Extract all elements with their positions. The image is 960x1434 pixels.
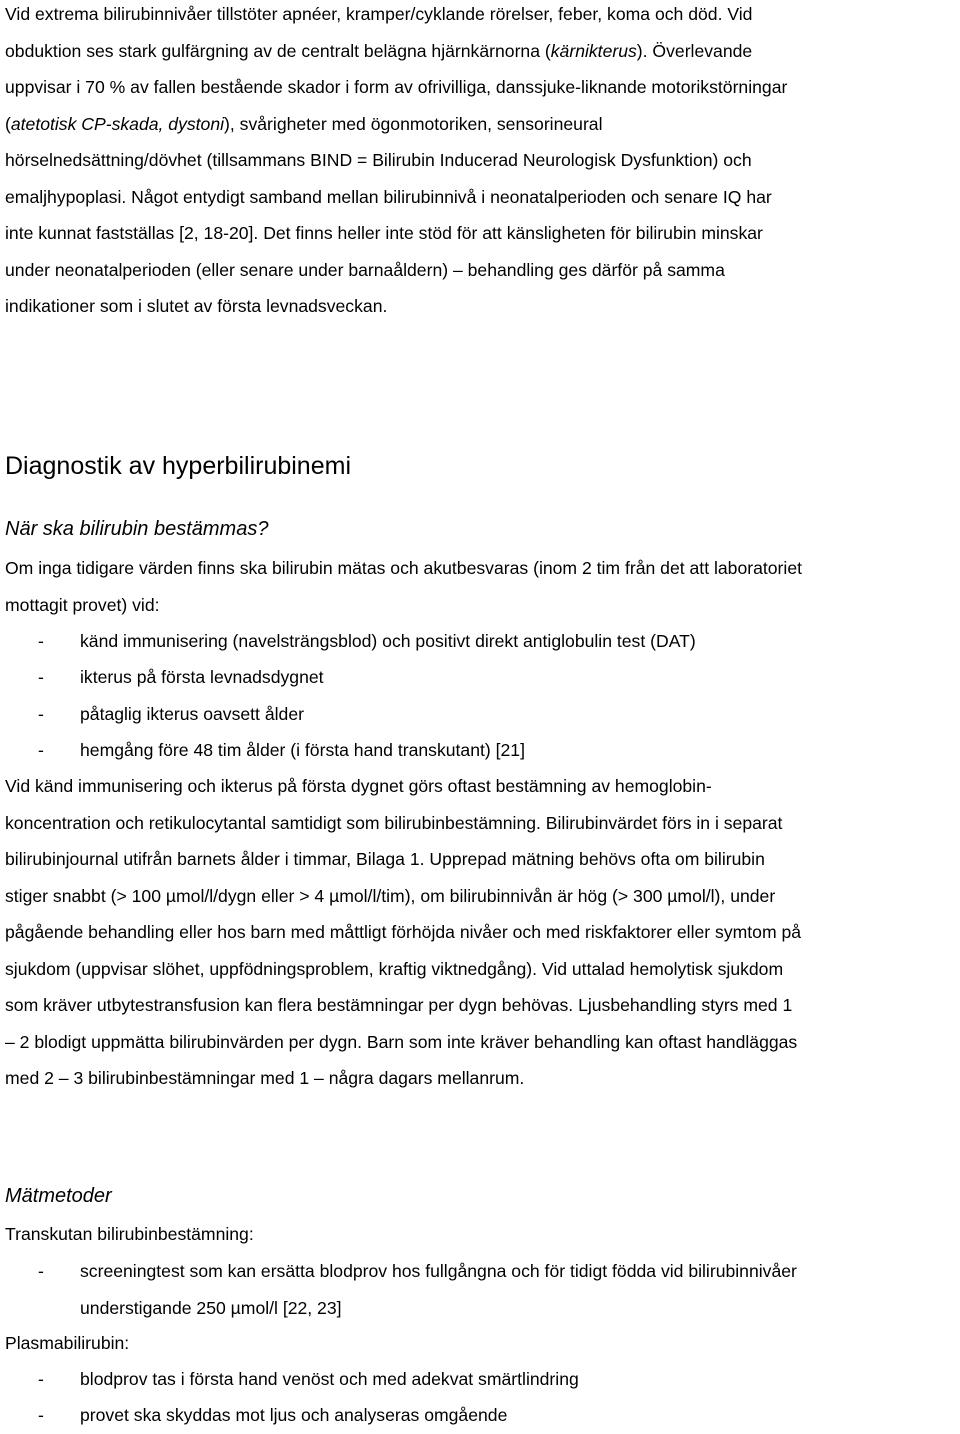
intro-line-5: hörselnedsättning/dövhet (tillsammans BIND = Bilirubin Inducerad Neurologisk Dysfunktion) och — [5, 150, 752, 170]
para1-line-1: Om inga tidigare värden finns ska bilirubin mätas och akutbesvaras (inom 2 tim från det att laboratoriet — [5, 558, 802, 578]
para2-line-9: med 2 – 3 bilirubinbestämningar med 1 – några dagars mellanrum. — [5, 1068, 525, 1088]
list-item-text: känd immunisering (navelsträngsblod) och positivt direkt antiglobulin test (DAT) — [80, 631, 696, 651]
para2-line-7: som kräver utbytestransfusion kan flera bestämningar per dygn behövas. Ljusbehandling styrs med 1 — [5, 995, 793, 1015]
list-item-text: provet ska skyddas mot ljus och analyseras omgående — [80, 1405, 508, 1425]
para2-line-6: sjukdom (uppvisar slöhet, uppfödningsproblem, kraftig viktnedgång). Vid uttalad hemolytisk sjukdom — [5, 958, 784, 979]
transkutan-label: Transkutan bilirubinbestämning: — [5, 1224, 254, 1244]
list-item — [5, 1253, 960, 1327]
list-dash: - — [38, 667, 44, 687]
para1-line-2: mottagit provet) vid: — [5, 594, 160, 615]
section-title: Diagnostik av hyperbilirubinemi — [5, 452, 351, 480]
list-item-text: hemgång före 48 tim ålder (i första hand transkutant) [21] — [80, 740, 525, 760]
list-item-text: screeningtest som kan ersätta blodprov hos fullgångna och för tidigt födda vid bilirubinnivåer understigande 250 µmol/l [22, 23] — [80, 1261, 797, 1318]
list-item-text: påtaglig ikterus oavsett ålder — [80, 704, 304, 724]
list-item-text: ikterus på första levnadsdygnet — [80, 667, 324, 687]
intro-line-6: emaljhypoplasi. Något entydigt samband mellan bilirubinnivå i neonatalperioden och senare IQ har — [5, 186, 772, 207]
methods-title: Mätmetoder — [5, 1185, 112, 1207]
para2-line-4: stiger snabbt (> 100 µmol/l/dygn eller > 4 µmol/l/tim), om bilirubinnivån är hög (> 300 µmol/l), under — [5, 885, 776, 906]
para2-line-8: – 2 blodigt uppmätta bilirubinvärden per dygn. Barn som inte kräver behandling kan oftast handläggas — [5, 1031, 798, 1052]
section-subtitle: När ska bilirubin bestämmas? — [5, 518, 269, 540]
list-dash: - — [38, 1405, 44, 1425]
para2-line-2: koncentration och retikulocytantal samtidigt som bilirubinbestämning. Bilirubinvärdet förs in i separat — [5, 812, 783, 833]
list-dash: - — [38, 704, 44, 724]
list-item-text: blodprov tas i första hand venöst och med adekvat smärtlindring — [80, 1369, 579, 1389]
plasma-label: Plasmabilirubin: — [5, 1333, 130, 1353]
intro-line-3: uppvisar i 70 % av fallen bestående skador i form av ofrivilliga, danssjuke-liknande motorikstörningar — [5, 77, 788, 97]
list-dash: - — [38, 631, 44, 651]
diagnostics-paragraph-2 — [5, 768, 960, 1097]
intro-paragraph — [5, 0, 960, 325]
para2-line-3: bilirubinjournal utifrån barnets ålder i timmar, Bilaga 1. Upprepad mätning behövs ofta om bilirubin — [5, 849, 765, 869]
intro-line-9: indikationer som i slutet av första levnadsveckan. — [5, 296, 388, 316]
list-dash: - — [38, 1369, 44, 1389]
list-dash: - — [38, 740, 44, 760]
diagnostics-paragraph-1 — [5, 550, 960, 623]
para2-line-1: Vid känd immunisering och ikterus på första dygnet görs oftast bestämning av hemoglobin- — [5, 776, 712, 796]
intro-line-4: (atetotisk CP-skada, dystoni), svårigheter med ögonmotoriken, sensorineural — [5, 113, 603, 134]
intro-line-2: obduktion ses stark gulfärgning av de centralt belägna hjärnkärnorna (kärnikterus). Överlevande — [5, 40, 753, 61]
para2-line-5: pågående behandling eller hos barn med måttligt förhöjda nivåer och med riskfaktorer eller symtom på — [5, 922, 802, 942]
intro-line-7: inte kunnat fastställas [2, 18-20]. Det finns heller inte stöd för att känsligheten för bilirubin minskar — [5, 223, 763, 243]
list-dash: - — [38, 1261, 44, 1281]
intro-line-8: under neonatalperioden (eller senare under barnaåldern) – behandling ges därför på samma — [5, 259, 725, 280]
intro-line-1: Vid extrema bilirubinnivåer tillstöter apnéer, kramper/cyklande rörelser, feber, koma och död. Vid — [5, 4, 753, 24]
